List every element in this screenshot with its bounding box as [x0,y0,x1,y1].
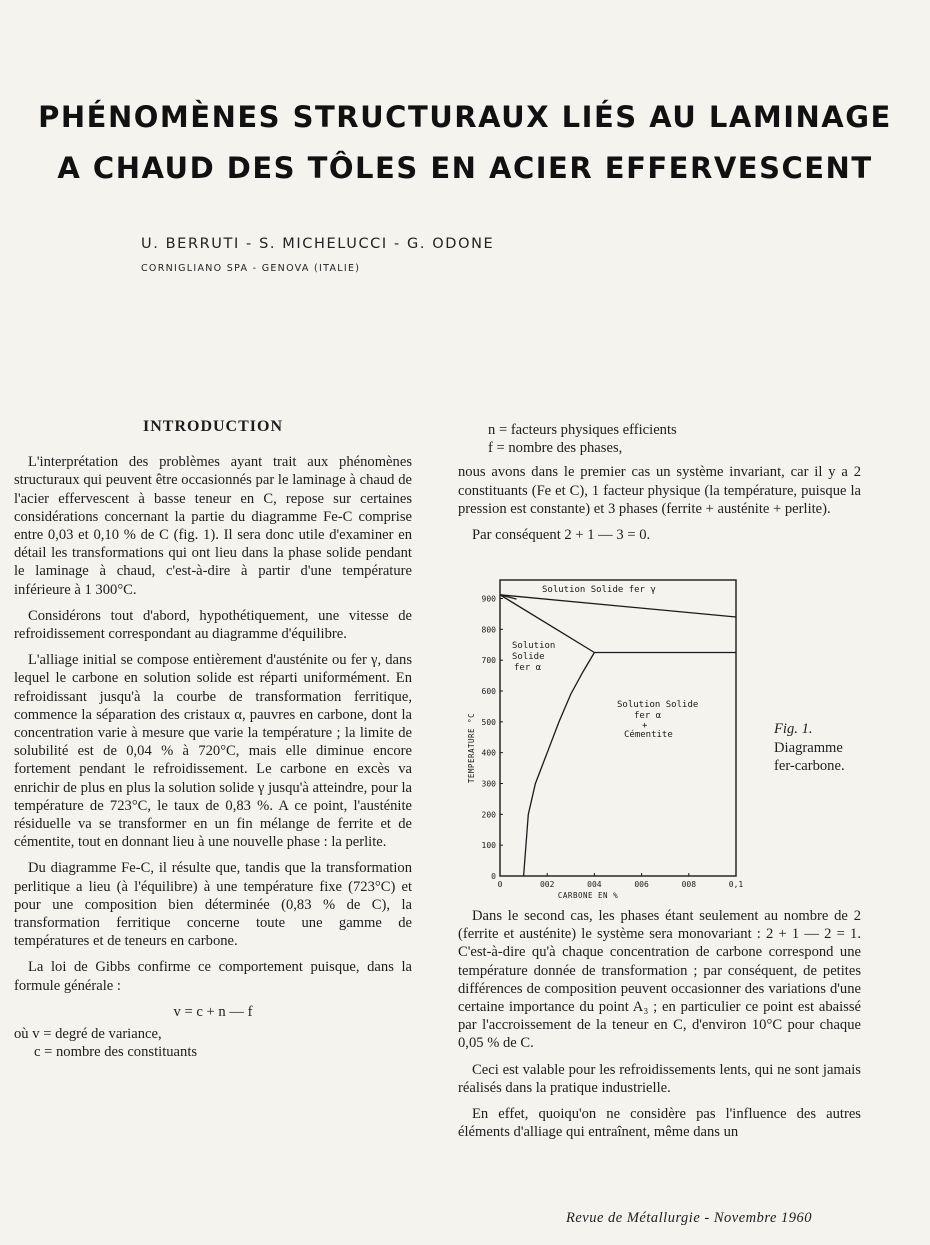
y-tick-label: 200 [481,810,496,820]
iron-carbon-diagram [462,570,752,900]
definition-n: n = facteurs physiques efficients [488,422,677,438]
definition-v: où v = degré de variance, [14,1026,162,1043]
authors: U. BERRUTI - S. MICHELUCCI - G. ODONE [141,236,495,252]
y-tick-label: 100 [481,841,496,851]
phase-boundary-line [500,595,736,617]
region-label-mix-2: fer α [634,711,662,721]
region-label-mix-4: Cémentite [624,730,673,740]
x-tick-label: 008 [681,880,697,889]
y-tick-label: 300 [481,779,496,789]
paragraph: L'interprétation des problèmes ayant trait aux phénomènes structuraux qui peuvent être occasionnés par le laminage à chaud de l'acier effervescent à basse teneur en C, repose sur certaines considérations concernant la partie du diagramme Fe-C comprise entre 0,03 et 0,10 % de C (fig. 1). Il sera donc utile d'examiner en détail les transformations qui ont lieu dans la phase solide pendant le laminage à chaud, c'est-à-dire à partir d'une température inférieure à 1 300°C. [14,454,412,598]
paragraph: En effet, quoiqu'on ne considère pas l'influence des autres éléments d'alliage qui entraînent, même dans un [458,1106,861,1141]
figure-caption [774,720,845,776]
figure-number: Fig. 1. [774,721,813,737]
x-tick-label: 004 [587,880,602,889]
y-axis-label: TEMPERATURE °C [467,712,476,784]
x-tick-label: 006 [634,880,649,889]
definition-f: f = nombre des phases, [488,440,623,457]
paragraph: nous avons dans le premier cas un système invariant, car il y a 2 constituants (Fe et C), 1 facteur physique (la température, puisque la pression est constante) et 3 phases (ferrite + austénite + perlite). [458,464,861,517]
x-tick-label: 0,1 [728,880,744,889]
caption-line: Diagramme [774,739,843,756]
paragraph: Considérons tout d'abord, hypothétiquement, une vitesse de refroidissement correspondant au diagramme d'équilibre. [14,607,412,643]
y-tick-label: 500 [481,717,496,727]
paragraph: Du diagramme Fe-C, il résulte que, tandis que la transformation perlitique a lieu (à l'équilibre) à une température fixe (723°C) et pour une composition bien déterminée (0,83 % de C), la transformation ferritique concerne toute une gamme de températures et de teneurs en carbone. [14,860,412,950]
region-label-alpha-2: Solide [512,652,545,662]
paragraph: Ceci est valable pour les refroidissements lents, qui ne sont jamais réalisés dans la pratique industrielle. [458,1061,861,1096]
y-tick-label: 800 [481,625,496,635]
y-tick-label: 600 [481,687,496,696]
article-title-line-1: PHÉNOMÈNES STRUCTURAUX LIÉS AU LAMINAGE [38,100,892,134]
x-axis-label: CARBONE EN % [557,891,619,900]
paragraph: La loi de Gibbs confirme ce comportement puisque, dans la formule générale : [14,959,412,994]
paragraph: Dans le second cas, les phases étant seulement au nombre de 2 (ferrite et austénite) le système sera monovariant : 2 + 1 — 2 = 1. C'est-à-dire qu'à chaque concentration de carbone correspond une température donnée de transformation ; par conséquent, de petites différences de composition peuvent occasionner des variations d'une certaine importance du point A₃ ; en particulier ce point est abaissé par l'accroissement de la teneur en C, d'environ 10°C pour chaque 0,05 % de C. [458,908,861,1052]
gibbs-formula: v = c + n — f [173,1003,253,1020]
right-column-bottom [458,907,861,1149]
caption-line: fer-carbone. [774,758,845,774]
journal-footer: Revue de Métallurgie - Novembre 1960 [566,1210,813,1226]
phase-boundary-line [524,653,595,877]
y-tick-label: 700 [481,656,496,666]
region-labels [512,585,698,740]
region-label-mix-3: + [642,721,648,731]
section-heading: INTRODUCTION [142,418,283,435]
chart-axes [467,580,743,900]
x-tick-label: 0 [497,880,503,889]
article-title-line-2: A CHAUD DES TÔLES EN ACIER EFFERVESCENT [57,151,873,185]
region-label-gamma: Solution Solide fer γ [542,585,656,595]
region-label-alpha-1: Solution [512,641,556,651]
left-column [14,418,412,1062]
y-tick-label: 0 [491,872,496,881]
paragraph: Par conséquent 2 + 1 — 3 = 0. [472,527,651,544]
definition-c: c = nombre des constituants [34,1044,198,1061]
phase-boundaries [500,595,736,876]
x-tick-label: 002 [539,880,555,889]
region-label-mix-1: Solution Solide [617,700,699,710]
region-label-alpha-3: fer α [514,663,542,673]
paragraph: L'alliage initial se compose entièrement d'austénite ou fer γ, dans lequel le carbone en solution solide est réparti uniformément. En refroidissant jusqu'à la courbe de transformation ferritique, commence la séparation des cristaux α, pauvres en carbone, dont la concentration varie à mesure que varie la température ; la limite de solubilité est de 0,04 % à 720°C, mais elle diminue encore fortement pendant le refroidissement. Le carbone en excès va enrichir de plus en plus la solution solide γ jusqu'à atteindre, pour la température de 723°C, le taux de 0,83 %. A ce point, l'austénite résiduelle va se transformer en un fin mélange de ferrite et de cémentite, tout en donnant lieu à une nouvelle phase : la perlite. [14,652,412,851]
plot-frame [500,580,736,876]
y-tick-label: 900 [481,594,496,604]
right-column-top [458,421,861,552]
affiliation: CORNIGLIANO SPA - GENOVA (ITALIE) [141,263,361,274]
y-tick-label: 400 [481,748,496,758]
